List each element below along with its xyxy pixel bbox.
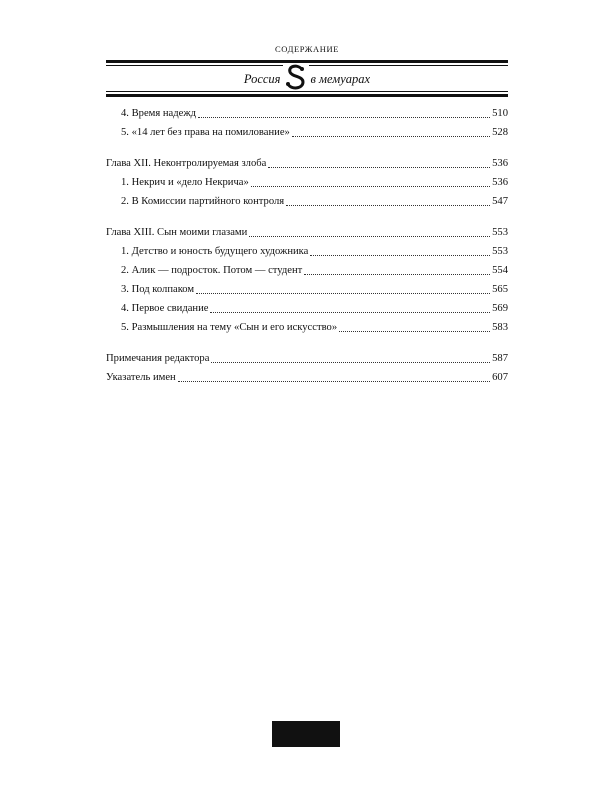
toc-entry — [106, 261, 508, 280]
toc-entry-title: Указатель имен — [106, 372, 176, 383]
toc-entry-title: 1. Детство и юность будущего художника — [121, 246, 309, 257]
toc-leader-dots — [304, 274, 490, 275]
toc-chapter-entry — [106, 349, 508, 368]
toc-entry-title: 2. В Комиссии партийного контроля — [121, 196, 285, 207]
toc-leader-dots — [198, 117, 490, 118]
toc-entry — [106, 192, 508, 211]
toc-entry — [106, 318, 508, 337]
toc-entry-page: 547 — [492, 196, 508, 207]
toc-entry — [106, 173, 508, 192]
toc-entry-page: 583 — [492, 322, 508, 333]
toc-entry-page: 554 — [492, 265, 508, 276]
toc-entry-page: 565 — [492, 284, 508, 295]
toc-leader-dots — [268, 167, 490, 168]
toc-entry-title: 5. Размышления на тему «Сын и его искусство» — [121, 322, 338, 333]
toc-entry — [106, 299, 508, 318]
toc-leader-dots — [292, 136, 490, 137]
toc-entry-page: 536 — [492, 177, 508, 188]
toc-entry-page: 510 — [492, 108, 508, 119]
toc-entry-title: 4. Первое свидание — [121, 303, 209, 314]
toc-leader-dots — [286, 205, 490, 206]
series-title-left: Россия — [243, 71, 281, 86]
toc-chapter-entry — [106, 154, 508, 173]
table-of-contents — [106, 104, 508, 387]
series-title-right: в мемуарах — [310, 71, 371, 86]
footer-black-block — [272, 721, 340, 747]
ornamental-s-emblem-icon — [283, 63, 309, 91]
toc-entry-title: 4. Время надежд — [121, 108, 197, 119]
toc-leader-dots — [196, 293, 490, 294]
toc-leader-dots — [210, 312, 490, 313]
toc-leader-dots — [178, 381, 490, 382]
toc-chapter-entry — [106, 223, 508, 242]
toc-entry-page: 528 — [492, 127, 508, 138]
header-rule-bottom-thin — [106, 91, 508, 92]
toc-entry — [106, 104, 508, 123]
toc-entry-page: 553 — [492, 246, 508, 257]
toc-chapter-entry — [106, 368, 508, 387]
toc-entry-page: 536 — [492, 158, 508, 169]
toc-entry — [106, 123, 508, 142]
toc-entry-page: 587 — [492, 353, 508, 364]
toc-entry-title: 1. Некрич и «дело Некрича» — [121, 177, 249, 188]
toc-entry-title: Глава XII. Неконтролируемая злоба — [106, 158, 267, 169]
toc-entry — [106, 242, 508, 261]
toc-leader-dots — [310, 255, 490, 256]
header-rule-bottom-thick — [106, 94, 508, 97]
toc-entry-page: 553 — [492, 227, 508, 238]
toc-leader-dots — [339, 331, 490, 332]
toc-leader-dots — [251, 186, 490, 187]
running-head: СОДЕРЖАНИЕ — [274, 44, 340, 54]
toc-entry-page: 569 — [492, 303, 508, 314]
toc-entry-title: 3. Под колпаком — [121, 284, 195, 295]
toc-entry-title: 5. «14 лет без права на помилование» — [121, 127, 290, 138]
toc-entry — [106, 280, 508, 299]
toc-entry-page: 607 — [492, 372, 508, 383]
toc-leader-dots — [211, 362, 490, 363]
toc-leader-dots — [249, 236, 490, 237]
toc-entry-title: 2. Алик — подросток. Потом — студент — [121, 265, 303, 276]
toc-entry-title: Примечания редактора — [106, 353, 210, 364]
toc-entry-title: Глава XIII. Сын моими глазами — [106, 227, 248, 238]
series-title — [0, 67, 614, 91]
